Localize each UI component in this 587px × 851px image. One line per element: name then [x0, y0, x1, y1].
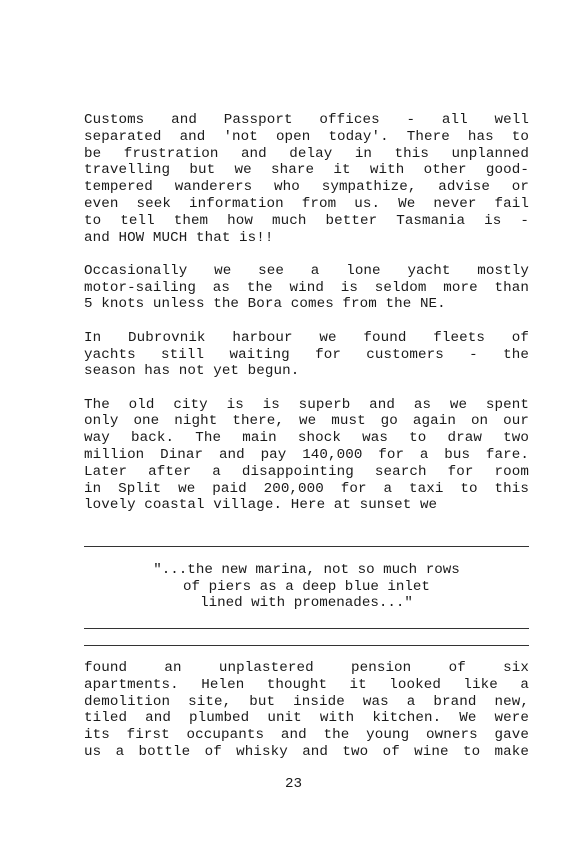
text-line: tiled and plumbed unit with kitchen. We were: [84, 710, 529, 727]
pull-quote-line: "...the new marina, not so much rows: [153, 562, 460, 578]
divider-rule-bottom: [84, 645, 529, 646]
paragraph-old-city: [84, 397, 529, 515]
text-line: demolition site, but inside was a brand new,: [84, 693, 529, 710]
pull-quote: [84, 562, 529, 612]
text-line: million Dinar and pay 140,000 for a bus fare.: [84, 447, 529, 464]
text-line: way back. The main shock was to draw two: [84, 430, 529, 447]
text-line: us a bottle of whisky and two of wine to make: [84, 743, 529, 760]
paragraph-yacht: [84, 263, 529, 313]
text-line: The old city is is superb and as we spent: [84, 396, 529, 413]
text-line: Occasionally we see a lone yacht mostly: [84, 262, 529, 279]
text-line: 5 knots unless the Bora comes from the NE.: [84, 296, 446, 313]
divider-rule-top: [84, 546, 529, 547]
paragraph-customs: [84, 112, 529, 246]
divider-rule-middle: [84, 628, 529, 629]
text-line: separated and 'not open today'. There has to: [84, 128, 529, 145]
text-line: be frustration and delay in this unplanned: [84, 145, 529, 162]
text-line: apartments. Helen thought it looked like a: [84, 676, 529, 693]
text-line: and HOW MUCH that is!!: [84, 229, 274, 246]
text-line: even seek information from us. We never fail: [84, 195, 529, 212]
page-number: 23: [284, 776, 303, 792]
text-line: season has not yet begun.: [84, 363, 300, 380]
text-line: to tell them how much better Tasmania is -: [84, 212, 529, 229]
pull-quote-line: of piers as a deep blue inlet: [183, 578, 430, 595]
text-line: found an unplastered pension of six: [84, 660, 529, 676]
text-line: tempered wanderers who sympathize, advise or: [84, 179, 529, 196]
text-line: only one night there, we must go again on our: [84, 413, 529, 430]
text-line: travelling but we share it with other good-: [84, 162, 529, 179]
paragraph-pension: [84, 660, 529, 761]
pull-quote-line: lined with promenades...": [200, 595, 413, 611]
paragraph-dubrovnik: [84, 330, 529, 380]
text-line: yachts still waiting for customers - the: [84, 346, 529, 363]
text-line: Customs and Passport offices - all well: [84, 112, 529, 128]
body-text-bottom: [84, 660, 529, 761]
text-line: its first occupants and the young owners gave: [84, 727, 529, 744]
text-line: lovely coastal village. Here at sunset we: [84, 497, 438, 514]
text-line: in Split we paid 200,000 for a taxi to this: [84, 480, 529, 497]
body-text-top: [84, 112, 529, 514]
text-line: Later after a disappointing search for room: [84, 463, 529, 480]
text-line: In Dubrovnik harbour we found fleets of: [84, 329, 529, 346]
text-line: motor-sailing as the wind is seldom more than: [84, 279, 529, 296]
